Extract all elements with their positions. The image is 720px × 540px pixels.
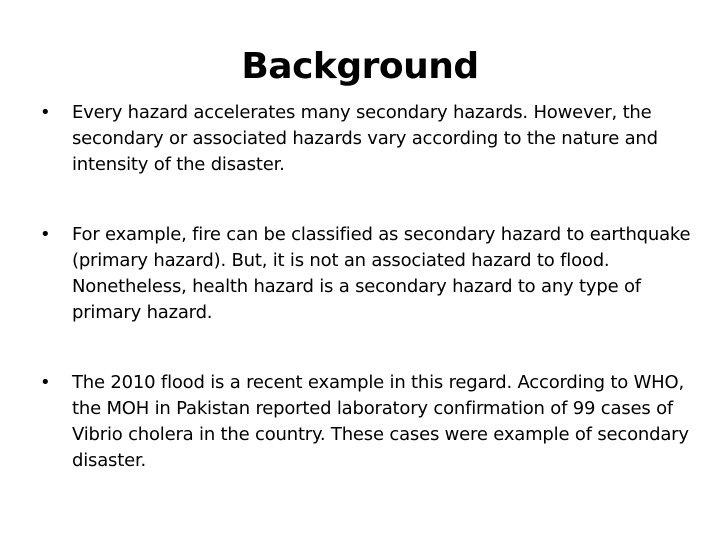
- bullet-list: [36, 100, 704, 474]
- bullet-text: Every hazard accelerates many secondary hazards. However, the secondary or associated hazards vary according to the nature and intensity of the disaster.: [72, 102, 658, 175]
- bullet-item: [36, 370, 704, 474]
- bullet-text: For example, fire can be classified as secondary hazard to earthquake (primary hazard). But, it is not an associated hazard to flood. Nonetheless, health hazard is a secondary hazard to any type of primary hazard.: [72, 224, 691, 323]
- slide-title: Background: [241, 46, 479, 87]
- bullet-icon: •: [40, 224, 51, 245]
- bullet-item: [36, 100, 704, 178]
- bullet-icon: •: [40, 372, 51, 393]
- bullet-item: [36, 222, 704, 326]
- bullet-icon: •: [40, 102, 51, 123]
- bullet-text: The 2010 flood is a recent example in this regard. According to WHO, the MOH in Pakistan reported laboratory confirmation of 99 cases of Vibrio cholera in the country. These cases were example of secondary disaster.: [72, 372, 689, 471]
